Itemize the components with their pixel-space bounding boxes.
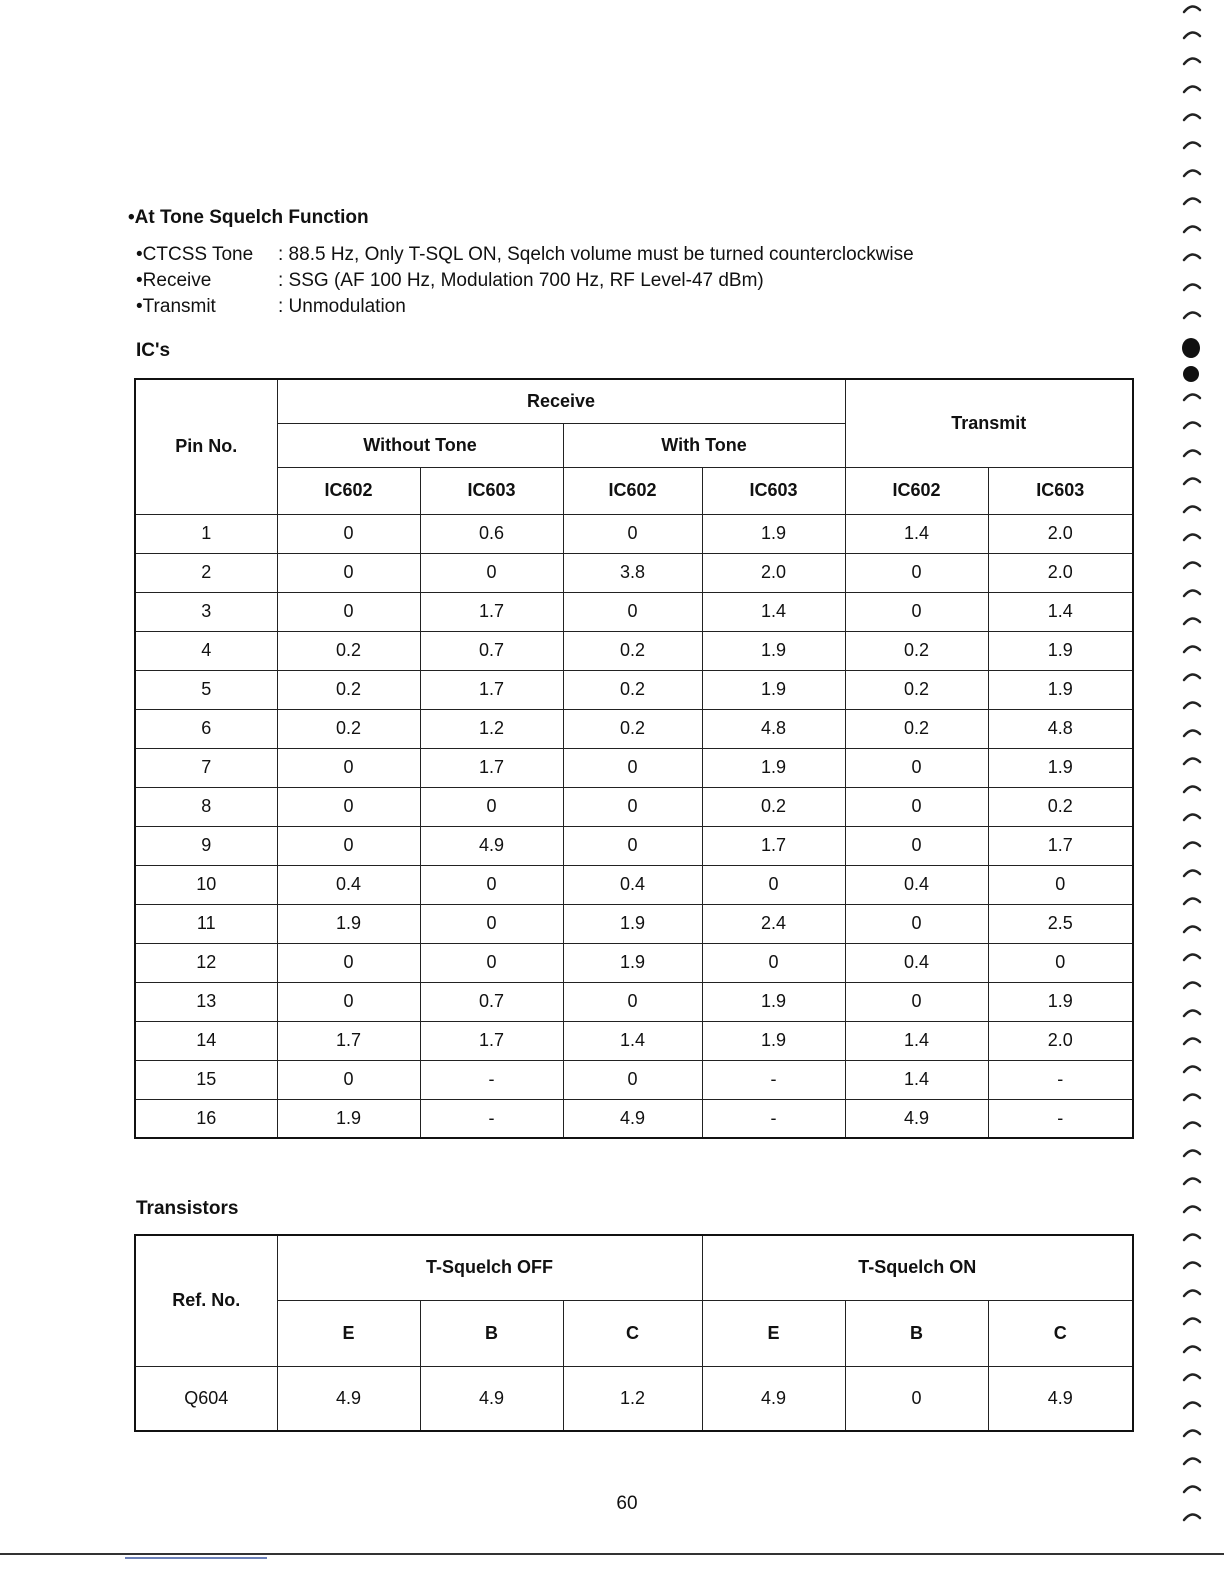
value-cell: 0 (277, 787, 420, 826)
table-row (135, 514, 1133, 553)
value-cell: 0 (845, 553, 988, 592)
header-with-tone: With Tone (563, 423, 845, 467)
pin-cell: 16 (135, 1099, 277, 1138)
value-cell: 3.8 (563, 553, 702, 592)
value-cell: 1.9 (702, 514, 845, 553)
value-cell: 1.9 (563, 904, 702, 943)
value-cell: 2.0 (702, 553, 845, 592)
ics-title: IC's (136, 340, 171, 361)
value-cell: 4.9 (420, 1366, 563, 1431)
table-row (135, 982, 1133, 1021)
table-row (135, 826, 1133, 865)
value-cell: 1.7 (420, 592, 563, 631)
value-cell: 1.9 (702, 748, 845, 787)
value-cell: - (420, 1099, 563, 1138)
value-cell: 1.2 (420, 709, 563, 748)
value-cell: 0.4 (277, 865, 420, 904)
header-b: B (845, 1300, 988, 1366)
value-cell: 0 (702, 943, 845, 982)
section-heading: •At Tone Squelch Function (128, 207, 369, 228)
table-row (135, 748, 1133, 787)
value-cell: 0.6 (420, 514, 563, 553)
value-cell: 0 (277, 748, 420, 787)
value-cell: 0 (563, 748, 702, 787)
value-cell: 1.4 (702, 592, 845, 631)
value-cell: 0 (277, 943, 420, 982)
header-ic602: IC602 (845, 467, 988, 514)
value-cell: 0 (420, 553, 563, 592)
value-cell: 0.2 (845, 709, 988, 748)
condition-value: : 88.5 Hz, Only T-SQL ON, Sqelch volume must be turned counterclockwise (278, 244, 914, 265)
value-cell: 0.4 (563, 865, 702, 904)
value-cell: - (420, 1060, 563, 1099)
value-cell: 1.9 (988, 631, 1133, 670)
value-cell: 2.4 (702, 904, 845, 943)
condition-label: •Receive (136, 270, 212, 291)
pin-cell: 2 (135, 553, 277, 592)
value-cell: 1.9 (988, 748, 1133, 787)
value-cell: 2.5 (988, 904, 1133, 943)
value-cell: 4.9 (277, 1366, 420, 1431)
header-ic603: IC603 (988, 467, 1133, 514)
value-cell: - (988, 1099, 1133, 1138)
condition-value: : Unmodulation (278, 296, 406, 317)
page-number: 60 (616, 1493, 638, 1514)
ics-table (134, 378, 1134, 1139)
table-row (135, 904, 1133, 943)
value-cell: 0.4 (845, 865, 988, 904)
value-cell: 0.2 (988, 787, 1133, 826)
bottom-rule-accent (125, 1557, 267, 1559)
value-cell: 0.2 (277, 631, 420, 670)
condition-ctcss (136, 244, 1036, 268)
value-cell: 1.9 (702, 670, 845, 709)
value-cell: 0 (563, 1060, 702, 1099)
value-cell: 0 (563, 982, 702, 1021)
value-cell: 1.9 (988, 982, 1133, 1021)
value-cell: 0 (702, 865, 845, 904)
header-e: E (702, 1300, 845, 1366)
table-row (135, 787, 1133, 826)
table-row (135, 592, 1133, 631)
value-cell: 1.9 (988, 670, 1133, 709)
value-cell: 2.0 (988, 514, 1133, 553)
value-cell: 0 (563, 592, 702, 631)
condition-label: •CTCSS Tone (136, 244, 254, 265)
value-cell: 1.4 (845, 1021, 988, 1060)
value-cell: 1.9 (277, 904, 420, 943)
pin-cell: 15 (135, 1060, 277, 1099)
value-cell: 0 (845, 904, 988, 943)
value-cell: 0 (563, 826, 702, 865)
value-cell: 1.2 (563, 1366, 702, 1431)
value-cell: 0 (563, 787, 702, 826)
table-row (135, 631, 1133, 670)
value-cell: 0 (845, 748, 988, 787)
value-cell: 1.7 (420, 1021, 563, 1060)
pin-cell: 10 (135, 865, 277, 904)
table-row (135, 1366, 1133, 1431)
binding-marks-icon (1176, 0, 1216, 1584)
value-cell: 0.2 (277, 709, 420, 748)
header-c: C (563, 1300, 702, 1366)
table-row (135, 553, 1133, 592)
table-row (135, 1099, 1133, 1138)
header-ic603: IC603 (702, 467, 845, 514)
value-cell: 1.7 (988, 826, 1133, 865)
value-cell: 0.7 (420, 631, 563, 670)
header-ref-no: Ref. No. (135, 1235, 277, 1366)
condition-label: •Transmit (136, 296, 216, 317)
header-pin-no: Pin No. (135, 379, 277, 514)
value-cell: 0 (988, 943, 1133, 982)
value-cell: - (702, 1060, 845, 1099)
value-cell: 1.7 (420, 748, 563, 787)
pin-cell: 3 (135, 592, 277, 631)
table-row (135, 1021, 1133, 1060)
value-cell: 0 (420, 865, 563, 904)
binding-hole-marks (1176, 0, 1216, 1584)
table-row (135, 1060, 1133, 1099)
condition-value: : SSG (AF 100 Hz, Modulation 700 Hz, RF Level-47 dBm) (278, 270, 764, 291)
transistors-title: Transistors (136, 1198, 239, 1219)
value-cell: 0 (845, 1366, 988, 1431)
value-cell: 0 (420, 787, 563, 826)
pin-cell: 5 (135, 670, 277, 709)
value-cell: 1.4 (563, 1021, 702, 1060)
pin-cell: 13 (135, 982, 277, 1021)
value-cell: 0.2 (563, 631, 702, 670)
value-cell: - (988, 1060, 1133, 1099)
value-cell: 1.7 (277, 1021, 420, 1060)
value-cell: 0 (845, 982, 988, 1021)
pin-cell: 12 (135, 943, 277, 982)
pin-cell: 4 (135, 631, 277, 670)
header-e: E (277, 1300, 420, 1366)
value-cell: 0 (845, 787, 988, 826)
value-cell: 0 (277, 1060, 420, 1099)
header-transmit: Transmit (845, 379, 1133, 467)
ref-cell: Q604 (135, 1366, 277, 1431)
header-ic603: IC603 (420, 467, 563, 514)
value-cell: 0 (277, 826, 420, 865)
header-ic602: IC602 (277, 467, 420, 514)
value-cell: 0 (277, 592, 420, 631)
value-cell: 4.9 (702, 1366, 845, 1431)
condition-receive (136, 270, 1036, 294)
pin-cell: 6 (135, 709, 277, 748)
value-cell: 1.4 (988, 592, 1133, 631)
value-cell: 0 (277, 553, 420, 592)
header-c: C (988, 1300, 1133, 1366)
value-cell: 1.9 (563, 943, 702, 982)
header-b: B (420, 1300, 563, 1366)
header-ic602: IC602 (563, 467, 702, 514)
value-cell: 0 (845, 592, 988, 631)
value-cell: 1.4 (845, 1060, 988, 1099)
pin-cell: 11 (135, 904, 277, 943)
value-cell: 1.7 (702, 826, 845, 865)
pin-cell: 1 (135, 514, 277, 553)
table-row (135, 670, 1133, 709)
value-cell: 0.2 (845, 670, 988, 709)
pin-cell: 14 (135, 1021, 277, 1060)
value-cell: 4.9 (845, 1099, 988, 1138)
value-cell: 0 (845, 826, 988, 865)
condition-transmit (136, 296, 1036, 320)
table-row (135, 709, 1133, 748)
pin-cell: 8 (135, 787, 277, 826)
table-row (135, 943, 1133, 982)
value-cell: 0.2 (845, 631, 988, 670)
value-cell: 0 (420, 904, 563, 943)
value-cell: 4.9 (420, 826, 563, 865)
value-cell: 4.9 (988, 1366, 1133, 1431)
bottom-rule (0, 1553, 1224, 1555)
value-cell: 1.7 (420, 670, 563, 709)
value-cell: 1.9 (702, 631, 845, 670)
header-tsq-off: T-Squelch OFF (277, 1235, 702, 1300)
value-cell: 2.0 (988, 553, 1133, 592)
value-cell: 2.0 (988, 1021, 1133, 1060)
value-cell: 0.4 (845, 943, 988, 982)
value-cell: 1.9 (702, 982, 845, 1021)
value-cell: 1.9 (702, 1021, 845, 1060)
value-cell: - (702, 1099, 845, 1138)
value-cell: 4.8 (702, 709, 845, 748)
value-cell: 0.7 (420, 982, 563, 1021)
value-cell: 1.4 (845, 514, 988, 553)
value-cell: 4.8 (988, 709, 1133, 748)
header-receive: Receive (277, 379, 845, 423)
value-cell: 0.2 (563, 670, 702, 709)
transistors-table (134, 1234, 1134, 1432)
value-cell: 0 (988, 865, 1133, 904)
header-without-tone: Without Tone (277, 423, 563, 467)
value-cell: 0.2 (702, 787, 845, 826)
pin-cell: 9 (135, 826, 277, 865)
value-cell: 1.9 (277, 1099, 420, 1138)
value-cell: 0.2 (277, 670, 420, 709)
value-cell: 4.9 (563, 1099, 702, 1138)
value-cell: 0 (277, 982, 420, 1021)
pin-cell: 7 (135, 748, 277, 787)
value-cell: 0 (563, 514, 702, 553)
value-cell: 0.2 (563, 709, 702, 748)
table-row (135, 865, 1133, 904)
value-cell: 0 (420, 943, 563, 982)
value-cell: 0 (277, 514, 420, 553)
header-tsq-on: T-Squelch ON (702, 1235, 1133, 1300)
